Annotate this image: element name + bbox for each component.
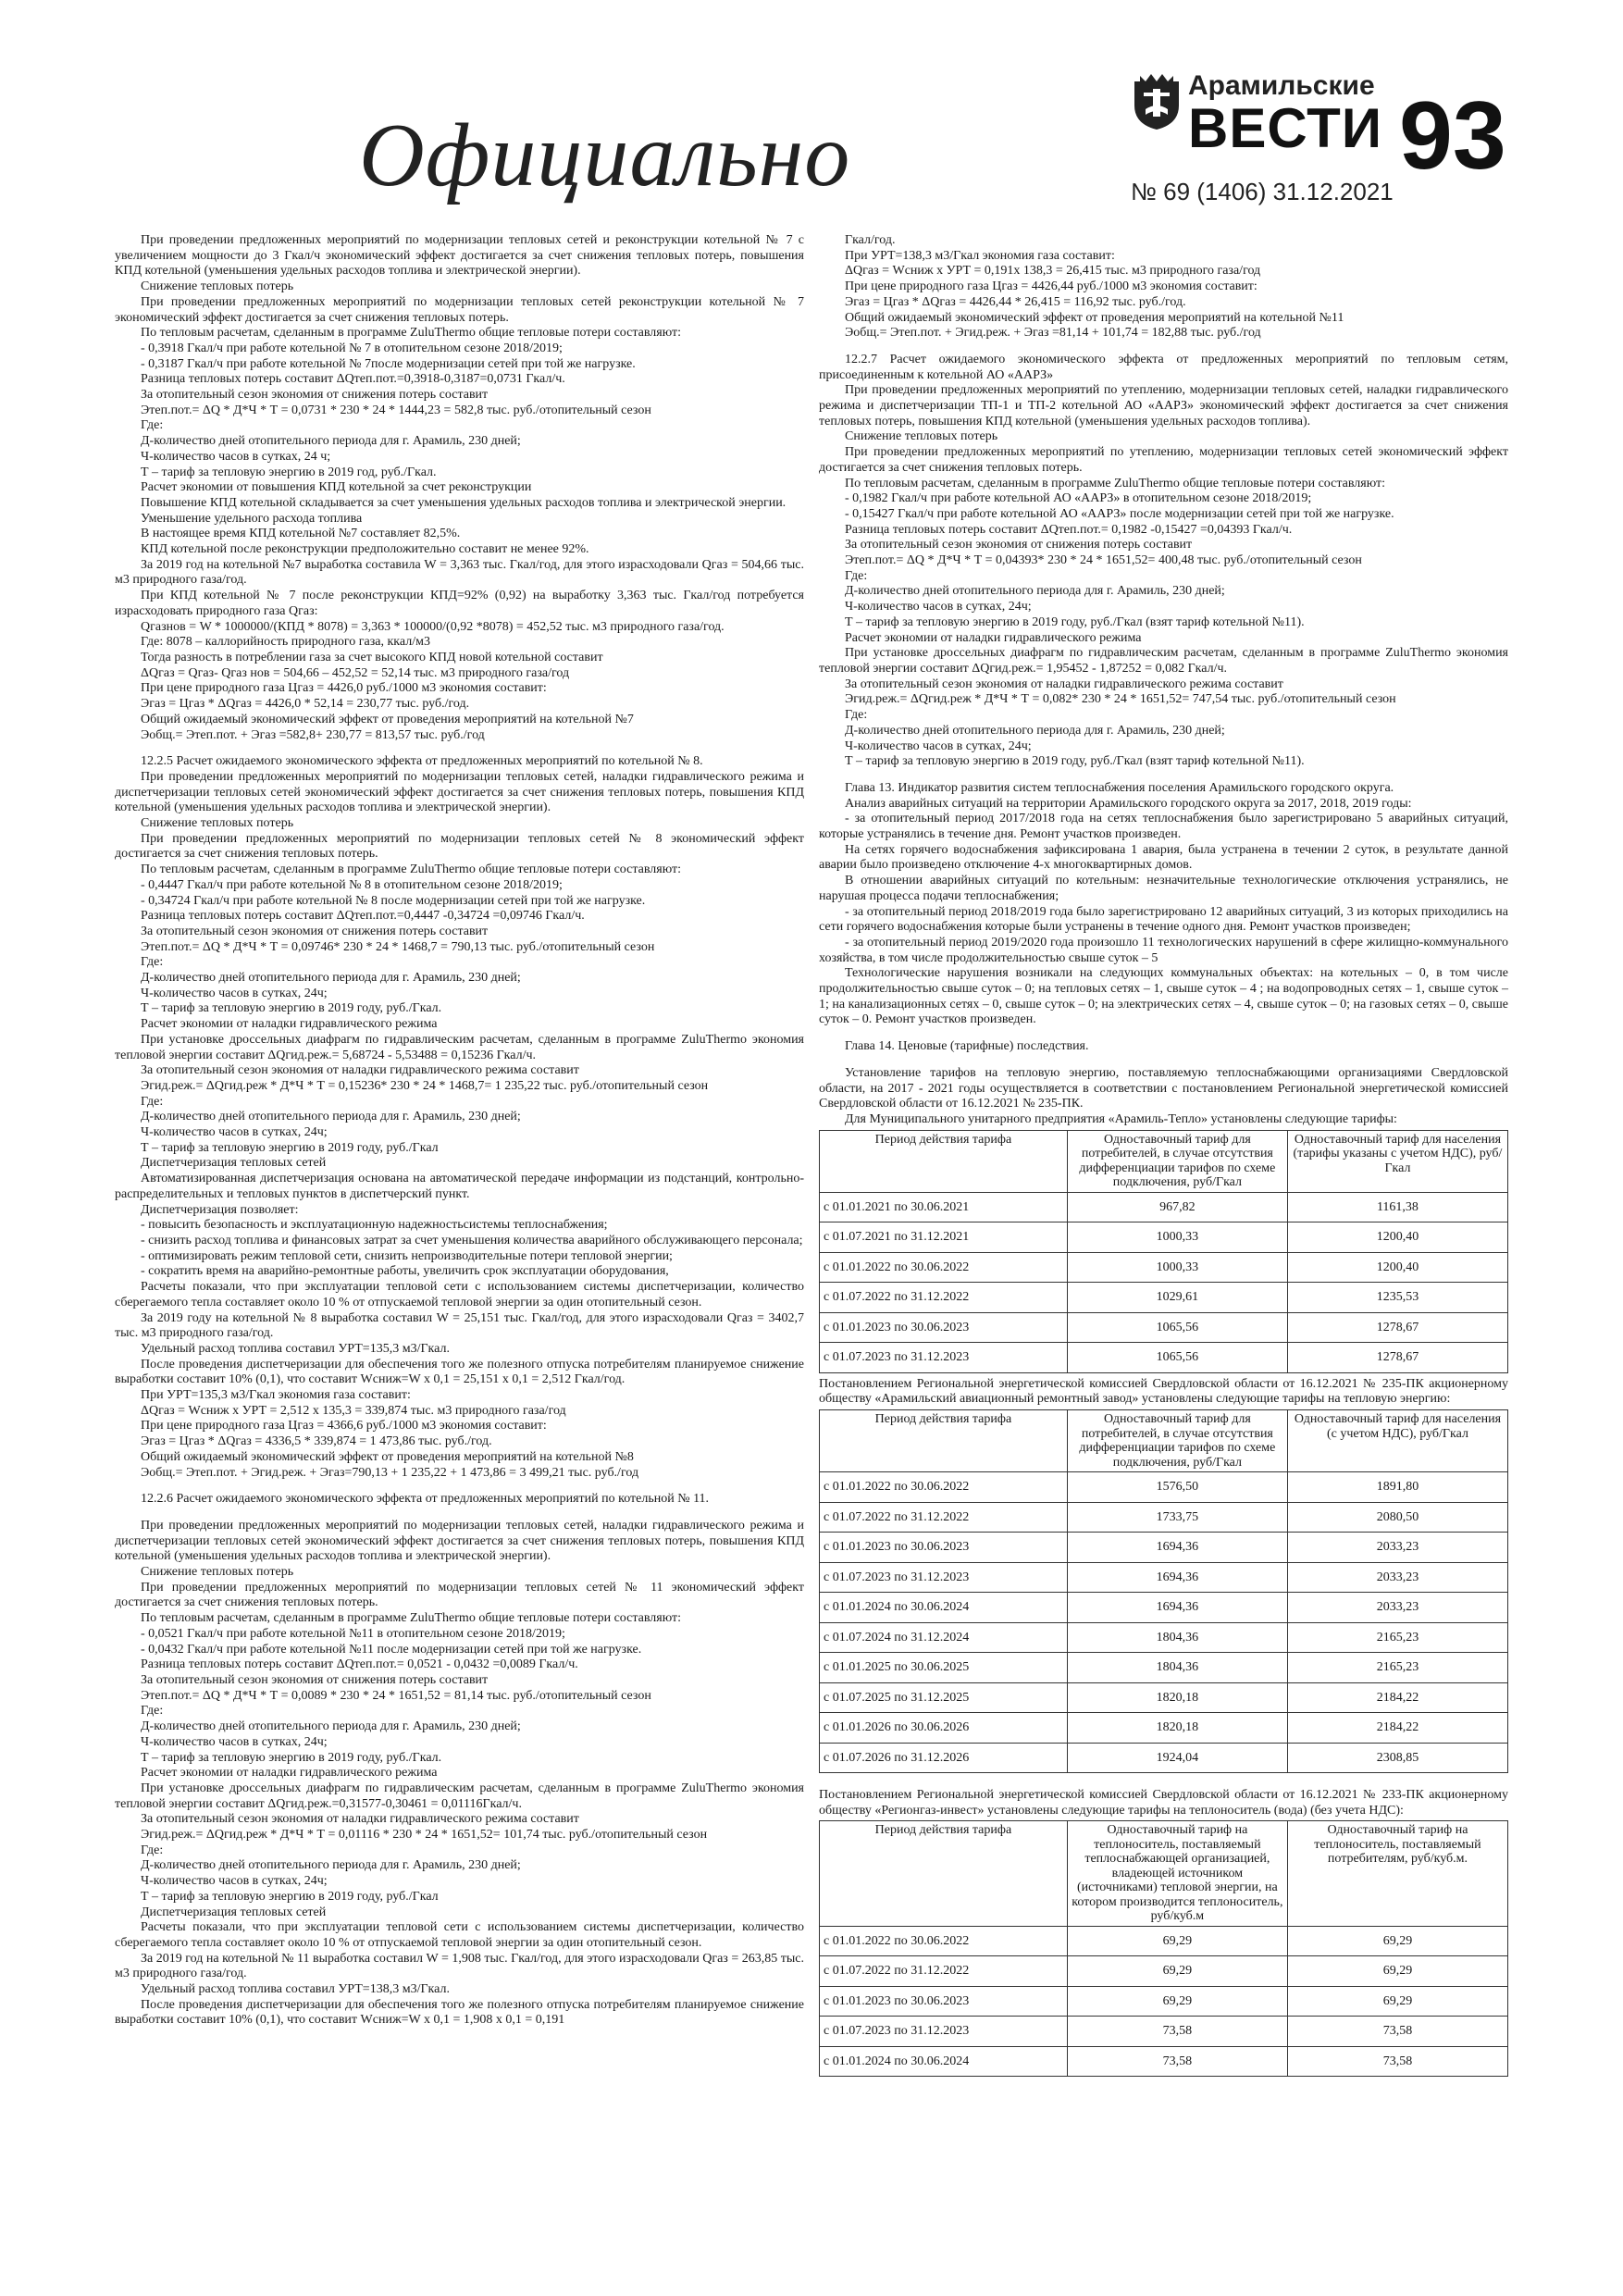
table-row: [820, 1283, 1508, 1313]
table-row: [820, 1713, 1508, 1744]
table-row: [820, 1926, 1508, 1956]
table-cell: с 01.01.2022 по 30.06.2022: [820, 1252, 1068, 1283]
table-cell: 2033,23: [1287, 1533, 1507, 1563]
column-header: Одноставочный тариф для потребителей, в случае отсутствия дифференциации тарифов по схеме подключения, руб/Гкал: [1067, 1410, 1287, 1472]
table-cell: 1161,38: [1287, 1192, 1507, 1222]
table-cell: с 01.07.2022 по 31.12.2022: [820, 1283, 1068, 1313]
paragraph: Д-количество дней отопительного периода для г. Арамиль, 230 дней;: [141, 1858, 521, 1873]
table-cell: с 01.07.2022 по 31.12.2022: [820, 1956, 1068, 1987]
table-cell: 2184,22: [1287, 1682, 1507, 1713]
section-title: Официально: [359, 105, 851, 205]
table-cell: 73,58: [1067, 2017, 1287, 2047]
table-row: [820, 1622, 1508, 1653]
paragraph: - за отопительный период 2018/2019 года было зарегистрировано 12 аварийных ситуаций, 3 из которых приходились на сети горячего водоснабжения которые были устранены в течение одного дня. Ремонт участков произведен;: [819, 904, 1508, 935]
table-row: [820, 1562, 1508, 1593]
table-row: [820, 2017, 1508, 2047]
paragraph: Снижение тепловых потерь: [845, 429, 998, 444]
paragraph: Общий ожидаемый экономический эффект от проведения мероприятий на котельной №11: [845, 310, 1344, 325]
table-cell: 2033,23: [1287, 1562, 1507, 1593]
paragraph: При проведении предложенных мероприятий по модернизации тепловых сетей реконструкции котельной № 7 экономический эффект достигается за счет снижения тепловых потерь.: [115, 294, 804, 325]
table-cell: с 01.01.2023 по 30.06.2023: [820, 1986, 1068, 2017]
right-column-text: [819, 233, 1508, 1128]
paragraph: Гкал/год.: [845, 233, 896, 247]
paragraph: При цене природного газа Цгаз = 4426,0 руб./1000 м3 экономия составит:: [141, 681, 547, 696]
table-cell: 1733,75: [1067, 1502, 1287, 1533]
paragraph: Технологические нарушения возникали на следующих коммунальных объектах: на котельных – 0, в том числе продолжительностью свыше суток – 0; на тепловых сетях – 1, свыше суток – 4 ; на водопроводных сетях – 1, свыше суток – 1; на канализационных сетях – 0, свыше суток – 0; на электрических сетях – 4, свыше суток – 0; на газовых сетях – 0, свыше суток – 0. Ремонт участков произведен.: [819, 966, 1508, 1027]
table-cell: с 01.07.2026 по 31.12.2026: [820, 1743, 1068, 1773]
table-cell: 1200,40: [1287, 1252, 1507, 1283]
spacer: [819, 770, 1508, 781]
paragraph: Где:: [141, 418, 164, 433]
paragraph: При цене природного газа Цгаз = 4426,44 руб./1000 м3 экономия составит:: [845, 279, 1258, 294]
paragraph: За отопительный сезон экономия от наладки гидравлического режима составит: [141, 1812, 579, 1827]
page-header: [0, 0, 1623, 222]
table-row: [820, 1653, 1508, 1683]
table-cell: 967,82: [1067, 1192, 1287, 1222]
table-cell: с 01.07.2023 по 31.12.2023: [820, 1562, 1068, 1593]
table-cell: 1891,80: [1287, 1472, 1507, 1503]
spacer: [819, 341, 1508, 353]
paragraph: Эгид.реж.= ΔQгид.реж * Д*Ч * Т = 0,082* 230 * 24 * 1651,52= 747,54 тыс. руб./отопительный сезон: [845, 692, 1396, 707]
table-cell: 73,58: [1287, 2017, 1507, 2047]
paragraph: Снижение тепловых потерь: [141, 1565, 294, 1580]
table-cell: с 01.07.2023 по 31.12.2023: [820, 2017, 1068, 2047]
table-cell: 69,29: [1287, 1926, 1507, 1956]
paragraph: Т – тариф за тепловую энергию в 2019 год, руб./Гкал.: [141, 465, 437, 479]
paragraph: За 2019 году на котельной № 8 выработка составил W = 25,151 тыс. Гкал/год, для этого израсходовали Qгаз = 3402,7 тыс. м3 природного газа/год.: [115, 1310, 804, 1341]
table-cell: с 01.01.2023 по 30.06.2023: [820, 1533, 1068, 1563]
paragraph: Тогда разность в потреблении газа за счет высокого КПД новой котельной составит: [141, 650, 603, 664]
paragraph: Эгаз = Цгаз * ΔQгаз = 4336,5 * 339,874 = 1 473,86 тыс. руб./год.: [141, 1434, 492, 1449]
paragraph: Где:: [845, 708, 868, 723]
table-cell: с 01.01.2022 по 30.06.2022: [820, 1926, 1068, 1956]
paragraph: Qгазнов = W * 1000000/(КПД * 8078) = 3,363 * 100000/(0,92 *8078) = 452,52 тыс. м3 природного газа/год.: [141, 619, 725, 634]
right-column: [819, 233, 1508, 2080]
spacer: [115, 1508, 804, 1519]
table-cell: с 01.01.2026 по 30.06.2026: [820, 1713, 1068, 1744]
paragraph: - повысить безопасность и эксплуатационную надежностьсистемы теплоснабжения;: [141, 1218, 608, 1233]
paragraph: За 2019 год на котельной №7 выработка составила W = 3,363 тыс. Гкал/год, для этого израсходовали Qгаз = 504,66 тыс. м3 природного газа/год.: [115, 557, 804, 588]
paragraph: Т – тариф за тепловую энергию в 2019 году, руб./Гкал: [141, 1889, 439, 1904]
paragraph: - 0,34724 Гкал/ч при работе котельной № 8 после модернизации сетей при той же нагрузке.: [141, 893, 646, 908]
paragraph: Ч-количество часов в сутках, 24ч;: [845, 738, 1032, 753]
table-cell: 69,29: [1287, 1986, 1507, 2017]
paragraph: - за отопительный период 2017/2018 года на сетях теплоснабжения было зарегистрировано 5 аварийных ситуаций, которые устранялись в течение дня. Ремонт участков произведен.: [819, 812, 1508, 842]
paragraph: ΔQгаз = Wсниж х УРТ = 0,191х 138,3 = 26,415 тыс. м3 природного газа/год: [845, 264, 1261, 279]
paragraph: Ч-количество часов в сутках, 24ч;: [141, 1874, 328, 1889]
paragraph: Т – тариф за тепловую энергию в 2019 году, руб./Гкал (взят тариф котельной №11).: [845, 754, 1305, 769]
table-cell: 69,29: [1287, 1956, 1507, 1987]
column-header: Одноставочный тариф для населения (тарифы указаны с учетом НДС), руб/Гкал: [1287, 1130, 1507, 1192]
paragraph: Анализ аварийных ситуаций на территории Арамильского городского округа за 2017, 2018, 2019 годы:: [845, 796, 1412, 811]
paragraph: Эобщ.= Этеп.пот. + Эгаз =582,8+ 230,77 = 813,57 тыс. руб./год: [141, 727, 485, 742]
spacer: [115, 743, 804, 754]
paragraph: - 0,3918 Гкал/ч при работе котельной № 7 в отопительном сезоне 2018/2019;: [141, 341, 563, 355]
paragraph: За отопительный сезон экономия от наладки гидравлического режима составит: [141, 1063, 579, 1078]
paragraph: Где:: [141, 1094, 164, 1109]
table-header-row: [820, 1410, 1508, 1472]
paragraph: Разница тепловых потерь составит ΔQтеп.пот.=0,4447 -0,34724 =0,09746 Гкал/ч.: [141, 909, 585, 924]
paragraph: Автоматизированная диспетчеризация основана на автоматической передаче информации из подстанций, контрольно-распределительных и тепловых пунктов в диспетчерский пункт.: [115, 1172, 804, 1201]
paragraph: На сетях горячего водоснабжения зафиксирована 1 авария, была устранена в течении 2 суток, в результате данной аварии было произведено отключение 4-х многоквартирных домов.: [819, 842, 1508, 873]
table-cell: 1029,61: [1067, 1283, 1287, 1313]
paragraph: По тепловым расчетам, сделанным в программе ZuluThermo общие тепловые потери составляют:: [845, 476, 1386, 490]
page-number: 93: [1399, 82, 1506, 190]
brand-main: ВЕСТИ: [1188, 97, 1382, 159]
table-cell: с 01.01.2025 по 30.06.2025: [820, 1653, 1068, 1683]
paragraph: Д-количество дней отопительного периода для г. Арамиль, 230 дней;: [845, 723, 1225, 738]
paragraph: - 0,4447 Гкал/ч при работе котельной № 8 в отопительном сезоне 2018/2019;: [141, 877, 563, 892]
table-header-row: [820, 1821, 1508, 1927]
paragraph: По тепловым расчетам, сделанным в программе ZuluThermo общие тепловые потери составляют:: [141, 1611, 682, 1626]
paragraph: Где:: [845, 568, 868, 583]
column-header: Одноставочный тариф на теплоноситель, поставляемый потребителям, руб/куб.м.: [1287, 1821, 1507, 1927]
table-cell: 1200,40: [1287, 1222, 1507, 1253]
paragraph: Удельный расход топлива составил УРТ=138,3 м3/Гкал.: [141, 1982, 450, 1997]
table-cell: 2165,23: [1287, 1653, 1507, 1683]
tariff-intro-regiongaz: Постановлением Региональной энергетической комиссией Свердловской области от 16.12.2021 № 233-ПК акционерному обществу «Регионгаз-инвест» установлены следующие тарифы на теплоноситель (вода) (без учета НДС):: [819, 1788, 1508, 1818]
table-cell: 2080,50: [1287, 1502, 1507, 1533]
table-cell: 1065,56: [1067, 1312, 1287, 1343]
tariff-table-aarz: [819, 1409, 1508, 1773]
paragraph: При проведении предложенных мероприятий по модернизации тепловых сетей, наладки гидравлического режима и диспетчеризации тепловых сетей экономический эффект достигается за счет снижения тепловых потерь, повышения КПД котельной (уменьшения удельных расходов топлива и электрической энергии).: [115, 1518, 804, 1564]
table-row: [820, 1743, 1508, 1773]
table-cell: 1065,56: [1067, 1343, 1287, 1373]
paragraph: При проведении предложенных мероприятий по утеплению, модернизации тепловых сетей экономический эффект достигается за счет снижения тепловых потерь.: [819, 445, 1508, 475]
paragraph: Эгаз = Цгаз * ΔQгаз = 4426,44 * 26,415 = 116,92 тыс. руб./год.: [845, 294, 1186, 309]
table-cell: 1694,36: [1067, 1533, 1287, 1563]
paragraph: При УРТ=135,3 м3/Гкал экономия газа составит:: [141, 1388, 411, 1403]
table-row: [820, 1956, 1508, 1987]
paragraph: Этеп.пот.= ΔQ * Д*Ч * Т = 0,09746* 230 * 24 * 1468,7 = 790,13 тыс. руб./отопительный сезон: [141, 939, 655, 954]
paragraph: При КПД котельной № 7 после реконструкции КПД=92% (0,92) на выработку 3,363 тыс. Гкал/год потребуется израсходовать природного газа Qгаз:: [115, 589, 804, 618]
paragraph: За отопительный сезон экономия от снижения потерь составит: [141, 388, 489, 403]
paragraph: Эгид.реж.= ΔQгид.реж * Д*Ч * Т = 0,01116 * 230 * 24 * 1651,52= 101,74 тыс. руб./отопительный сезон: [141, 1828, 708, 1843]
paragraph: При проведении предложенных мероприятий по утеплению, модернизации тепловых сетей, наладки гидравлического режима и диспетчеризации ТП-1 и ТП-2 котельной АО «ААРЗ» экономический эффект достигается за счет снижения тепловых потерь, повышения КПД котельной (уменьшения удельных расходов топлива).: [819, 383, 1508, 428]
issue-number: № 69 (1406) 31.12.2021: [1131, 178, 1394, 205]
paragraph: 12.2.6 Расчет ожидаемого экономического эффекта от предложенных мероприятий по котельной № 11.: [141, 1492, 710, 1507]
paragraph: Разница тепловых потерь составит ΔQтеп.пот.= 0,1982 -0,15427 =0,04393 Гкал/ч.: [845, 522, 1293, 537]
table-row: [820, 1222, 1508, 1253]
paragraph: - снизить расход топлива и финансовых затрат за счет уменьшения количества аварийного обслуживающего персонала;: [141, 1234, 803, 1247]
paragraph: - 0,1982 Гкал/ч при работе котельной АО «ААРЗ» в отопительном сезоне 2018/2019;: [845, 491, 1312, 506]
table-cell: 69,29: [1067, 1986, 1287, 2017]
paragraph: При проведении предложенных мероприятий по модернизации тепловых сетей № 8 экономический эффект достигается за счет снижения тепловых потерь.: [115, 831, 804, 862]
paragraph: 12.2.5 Расчет ожидаемого экономического эффекта от предложенных мероприятий по котельной № 8.: [141, 754, 703, 769]
table-cell: 73,58: [1287, 2046, 1507, 2077]
paragraph: Этеп.пот.= ΔQ * Д*Ч * Т = 0,0089 * 230 * 24 * 1651,52 = 81,14 тыс. руб./отопительный сезон: [141, 1688, 651, 1703]
spacer: [115, 1481, 804, 1492]
table-row: [820, 1502, 1508, 1533]
brand-top: Арамильские: [1188, 70, 1375, 101]
table-cell: 1235,53: [1287, 1283, 1507, 1313]
table-row: [820, 1192, 1508, 1222]
table-cell: 2165,23: [1287, 1622, 1507, 1653]
paragraph: - за отопительный период 2019/2020 года произошло 11 технологических нарушений в сфере жилищно-коммунального хозяйства, в том числе продолжительностью свыше суток – 5: [819, 935, 1508, 965]
paragraph: Повышение КПД котельной складывается за счет уменьшения удельных расходов топлива и электрической энергии.: [141, 495, 787, 510]
tariff-table-regiongaz: [819, 1820, 1508, 2077]
paragraph: После проведения диспетчеризации для обеспечения того же полезного отпуска потребителям планируемое снижение выработки составит 10% (0,1), что составит Wсниж=W х 0,1 = 25,151 х 0,1 = 2,512 Гкал/год.: [115, 1357, 804, 1387]
table-row: [820, 1312, 1508, 1343]
table-cell: 69,29: [1067, 1926, 1287, 1956]
paragraph: При проведении предложенных мероприятий по модернизации тепловых сетей, наладки гидравлического режима и диспетчеризации тепловых сетей экономический эффект достигается за счет снижения тепловых потерь, повышения КПД котельной (уменьшения удельных расходов топлива и электрической энергии).: [115, 769, 804, 815]
paragraph: Д-количество дней отопительного периода для г. Арамиль, 230 дней;: [141, 434, 521, 449]
paragraph: - сократить время на аварийно-ремонтные работы, увеличить срок эксплуатации оборудования,: [141, 1264, 669, 1279]
paragraph: При проведении предложенных мероприятий по модернизации тепловых сетей № 11 экономический эффект достигается за счет снижения тепловых потерь.: [115, 1580, 804, 1610]
table-row: [820, 1343, 1508, 1373]
paragraph: Расчет экономии от повышения КПД котельной за счет реконструкции: [141, 480, 532, 495]
paragraph: При цене природного газа Цгаз = 4366,6 руб./1000 м3 экономия составит:: [141, 1419, 547, 1433]
table-cell: 1278,67: [1287, 1312, 1507, 1343]
table-cell: 1804,36: [1067, 1622, 1287, 1653]
paragraph: Диспетчеризация позволяет:: [141, 1202, 299, 1217]
left-column: [115, 233, 804, 2029]
paragraph: За отопительный сезон экономия от снижения потерь составит: [845, 538, 1193, 552]
table-cell: 2033,23: [1287, 1593, 1507, 1623]
paragraph: Снижение тепловых потерь: [141, 816, 294, 831]
table-row: [820, 1593, 1508, 1623]
table-cell: 1804,36: [1067, 1653, 1287, 1683]
paragraph: Общий ожидаемый экономический эффект от проведения мероприятий на котельной №7: [141, 712, 634, 726]
paragraph: Д-количество дней отопительного периода для г. Арамиль, 230 дней;: [141, 1719, 521, 1734]
paragraph: Этеп.пот.= ΔQ * Д*Ч * Т = 0,0731 * 230 * 24 * 1444,23 = 582,8 тыс. руб./отопительный сезон: [141, 403, 651, 417]
table-cell: 2308,85: [1287, 1743, 1507, 1773]
spacer: [819, 1055, 1508, 1066]
table-cell: с 01.01.2024 по 30.06.2024: [820, 1593, 1068, 1623]
paragraph: Расчеты показали, что при эксплуатации тепловой сети с использованием системы диспетчеризации, количество сберегаемого тепла составляет около 10 % от отпускаемой тепловой энергии за один отопительный сезон.: [115, 1280, 804, 1309]
table-cell: с 01.01.2023 по 30.06.2023: [820, 1312, 1068, 1343]
paragraph: За 2019 год на котельной № 11 выработка составил W = 1,908 тыс. Гкал/год, для этого израсходовали Qгаз = 263,85 тыс. м3 природного газа/год.: [115, 1951, 804, 1981]
paragraph: Где: 8078 – каллорийность природного газа, ккал/м3: [141, 635, 430, 650]
paragraph: Эобщ.= Этеп.пот. + Эгид.реж. + Эгаз=790,13 + 1 235,22 + 1 473,86 = 3 499,21 тыс. руб./год: [141, 1465, 639, 1480]
table-row: [820, 1986, 1508, 2017]
table-cell: с 01.07.2021 по 31.12.2021: [820, 1222, 1068, 1253]
column-header: Период действия тарифа: [820, 1410, 1068, 1472]
paragraph: При проведении предложенных мероприятий по модернизации тепловых сетей и реконструкции котельной № 7 с увеличением мощности до 3 Гкал/ч экономический эффект достигается за счет снижения тепловых потерь, повышения КПД котельной (уменьшения удельных расходов топлива и электрической энергии).: [115, 233, 804, 279]
paragraph: - оптимизировать режим тепловой сети, снизить непроизводительные потери тепловой энергии;: [141, 1248, 673, 1263]
paragraph: Где:: [141, 1843, 164, 1857]
paragraph: Где:: [141, 955, 164, 970]
paragraph: При установке дроссельных диафрагм по гидравлическим расчетам, сделанным в программе ZuluThermo экономия тепловой энергии составит ΔQгид.реж.=0,31577-0,30461 = 0,01116Гкал/ч.: [115, 1781, 804, 1811]
paragraph: Д-количество дней отопительного периода для г. Арамиль, 230 дней;: [141, 1110, 521, 1124]
paragraph: Т – тариф за тепловую энергию в 2019 году, руб./Гкал.: [141, 1001, 442, 1016]
table-row: [820, 1682, 1508, 1713]
table-row: [820, 1252, 1508, 1283]
paragraph: По тепловым расчетам, сделанным в программе ZuluThermo общие тепловые потери составляют:: [141, 863, 682, 877]
paragraph: Ч-количество часов в сутках, 24ч;: [845, 600, 1032, 614]
table-cell: 1278,67: [1287, 1343, 1507, 1373]
paragraph: Д-количество дней отопительного периода для г. Арамиль, 230 дней;: [141, 971, 521, 986]
paragraph: Глава 14. Ценовые (тарифные) последствия.: [845, 1039, 1089, 1054]
paragraph: - 0,15427 Гкал/ч при работе котельной АО «ААРЗ» после модернизации сетей при той же нагрузке.: [845, 506, 1394, 521]
paragraph: Ч-количество часов в сутках, 24ч;: [141, 986, 328, 1000]
paragraph: В настоящее время КПД котельной №7 составляет 82,5%.: [141, 527, 461, 541]
table-cell: с 01.07.2024 по 31.12.2024: [820, 1622, 1068, 1653]
spacer: [819, 1777, 1508, 1788]
paragraph: ΔQгаз = Wсниж х УРТ = 2,512 х 135,3 = 339,874 тыс. м3 природного газа/год: [141, 1403, 566, 1418]
paragraph: - 0,0432 Гкал/ч при работе котельной №11 после модернизации сетей при той же нагрузке.: [141, 1642, 642, 1657]
column-header: Одноставочный тариф для населения (с учетом НДС), руб/Гкал: [1287, 1410, 1507, 1472]
column-header: Период действия тарифа: [820, 1130, 1068, 1192]
tariff-table-aramil-teplo: [819, 1130, 1508, 1373]
paragraph: Разница тепловых потерь составит ΔQтеп.пот.= 0,0521 - 0,0432 =0,0089 Гкал/ч.: [141, 1657, 578, 1672]
table-cell: 73,58: [1067, 2046, 1287, 2077]
paragraph: Эгид.реж.= ΔQгид.реж * Д*Ч * Т = 0,15236* 230 * 24 * 1468,7= 1 235,22 тыс. руб./отопительный сезон: [141, 1078, 709, 1093]
spacer: [819, 1028, 1508, 1039]
paragraph: Разница тепловых потерь составит ΔQтеп.пот.=0,3918-0,3187=0,0731 Гкал/ч.: [141, 372, 565, 387]
column-header: Одноставочный тариф на теплоноситель, поставляемый теплоснабжающей организацией, владеющей источником (источниками) тепловой энергии, на котором производится теплоноситель, руб/куб.м: [1067, 1821, 1287, 1927]
paragraph: При УРТ=138,3 м3/Гкал экономия газа составит:: [845, 248, 1115, 263]
table-cell: с 01.01.2021 по 30.06.2021: [820, 1192, 1068, 1222]
tariff-intro-aarz: Постановлением Региональной энергетической комиссией Свердловской области от 16.12.2021 № 235-ПК акционерному обществу «Арамильский авиационный ремонтный завод» установлены следующие тарифы на тепловую энергию:: [819, 1376, 1508, 1407]
table-row: [820, 1533, 1508, 1563]
paragraph: Расчеты показали, что при эксплуатации тепловой сети с использованием системы диспетчеризации, количество сберегаемого тепла составляет около 10 % от отпускаемой тепловой энергии за один отопительный сезон.: [115, 1920, 804, 1950]
paragraph: За отопительный сезон экономия от снижения потерь составит: [141, 1672, 489, 1687]
paragraph: ΔQгаз = Qгаз- Qгаз нов = 504,66 – 452,52 = 52,14 тыс. м3 природного газа/год: [141, 665, 570, 680]
table-cell: 1924,04: [1067, 1743, 1287, 1773]
paragraph: Ч-количество часов в сутках, 24 ч;: [141, 449, 331, 464]
paragraph: За отопительный сезон экономия от наладки гидравлического режима составит: [845, 676, 1283, 691]
paragraph: Общий ожидаемый экономический эффект от проведения мероприятий на котельной №8: [141, 1449, 634, 1464]
paragraph: Эобщ.= Этеп.пот. + Эгид.реж. + Эгаз =81,14 + 101,74 = 182,88 тыс. руб./год: [845, 326, 1261, 341]
table-cell: 1694,36: [1067, 1593, 1287, 1623]
paragraph: 12.2.7 Расчет ожидаемого экономического эффекта от предложенных мероприятий по тепловым сетям, присоединенным к котельной АО «ААРЗ»: [819, 352, 1508, 382]
paragraph: Этеп.пот.= ΔQ * Д*Ч * Т = 0,04393* 230 * 24 * 1651,52= 400,48 тыс. руб./отопительный сезон: [845, 553, 1362, 568]
table-cell: с 01.01.2024 по 30.06.2024: [820, 2046, 1068, 2077]
table-cell: 1694,36: [1067, 1562, 1287, 1593]
table-row: [820, 2046, 1508, 2077]
paragraph: При установке дроссельных диафрагм по гидравлическим расчетам, сделанным в программе ZuluThermo экономия тепловой энергии составит ΔQгид.реж.= 5,68724 - 5,53488 = 0,15236 Гкал/ч.: [115, 1032, 804, 1062]
paragraph: Расчет экономии от наладки гидравлического режима: [845, 630, 1142, 645]
paragraph: Установление тарифов на тепловую энергию, поставляемую теплоснабжающими организациями Свердловской области, на 2017 - 2021 годы осуществляется в соответствии с постановлением Региональной энергетической комиссией Свердловской области от 16.12.2021 № 235-ПК.: [819, 1065, 1508, 1111]
paragraph: Диспетчеризация тепловых сетей: [141, 1905, 327, 1919]
paragraph: Уменьшение удельного расхода топлива: [141, 511, 363, 526]
paragraph: Т – тариф за тепловую энергию в 2019 году, руб./Гкал (взят тариф котельной №11).: [845, 614, 1305, 629]
table-cell: 1576,50: [1067, 1472, 1287, 1503]
paragraph: Эгаз = Цгаз * ΔQгаз = 4426,0 * 52,14 = 230,77 тыс. руб./год.: [141, 697, 470, 712]
column-header: Одноставочный тариф для потребителей, в случае отсутствия дифференциации тарифов по схеме подключения, руб/Гкал: [1067, 1130, 1287, 1192]
paragraph: После проведения диспетчеризации для обеспечения того же полезного отпуска потребителям планируемое снижение выработки составит 10% (0,1), что составит Wсниж=W х 0,1 = 1,908 х 0,1 = 0,191: [115, 1997, 804, 2028]
table-header-row: [820, 1130, 1508, 1192]
paragraph: Т – тариф за тепловую энергию в 2019 году, руб./Гкал: [141, 1140, 439, 1155]
paragraph: Для Муниципального унитарного предприятия «Арамиль-Тепло» установлены следующие тарифы:: [845, 1111, 1397, 1126]
paragraph: Расчет экономии от наладки гидравлического режима: [141, 1017, 438, 1032]
paragraph: Диспетчеризация тепловых сетей: [141, 1156, 327, 1171]
table-cell: 1000,33: [1067, 1252, 1287, 1283]
table-cell: 1820,18: [1067, 1713, 1287, 1744]
table-cell: 1000,33: [1067, 1222, 1287, 1253]
table-cell: 2184,22: [1287, 1713, 1507, 1744]
table-cell: с 01.07.2022 по 31.12.2022: [820, 1502, 1068, 1533]
coat-of-arms-icon: [1131, 72, 1183, 131]
paragraph: Т – тариф за тепловую энергию в 2019 году, руб./Гкал.: [141, 1750, 442, 1765]
paragraph: За отопительный сезон экономия от снижения потерь составит: [141, 924, 489, 938]
column-header: Период действия тарифа: [820, 1821, 1068, 1927]
paragraph: КПД котельной после реконструкции предположительно составит не менее 92%.: [141, 542, 589, 557]
table-cell: 1820,18: [1067, 1682, 1287, 1713]
table-cell: с 01.01.2022 по 30.06.2022: [820, 1472, 1068, 1503]
paragraph: Где:: [141, 1704, 164, 1719]
paragraph: Снижение тепловых потерь: [141, 279, 294, 294]
paragraph: Глава 13. Индикатор развития систем теплоснабжения поселения Арамильского городского округа.: [845, 780, 1394, 795]
paragraph: Ч-количество часов в сутках, 24ч;: [141, 1734, 328, 1749]
paragraph: По тепловым расчетам, сделанным в программе ZuluThermo общие тепловые потери составляют:: [141, 326, 682, 341]
table-cell: с 01.07.2025 по 31.12.2025: [820, 1682, 1068, 1713]
paragraph: - 0,3187 Гкал/ч при работе котельной № 7после модернизации сетей при той же нагрузке.: [141, 356, 636, 371]
paragraph: Ч-количество часов в сутках, 24ч;: [141, 1125, 328, 1140]
table-row: [820, 1472, 1508, 1503]
table-cell: с 01.07.2023 по 31.12.2023: [820, 1343, 1068, 1373]
paragraph: Д-количество дней отопительного периода для г. Арамиль, 230 дней;: [845, 584, 1225, 599]
paragraph: Удельный расход топлива составил УРТ=135,3 м3/Гкал.: [141, 1341, 450, 1356]
table-cell: 69,29: [1067, 1956, 1287, 1987]
paragraph: Расчет экономии от наладки гидравлического режима: [141, 1766, 438, 1781]
paragraph: В отношении аварийных ситуаций по котельным: незначительные технологические отключения устранялись, не нарушая процесса подачи теплоснабжения;: [819, 874, 1508, 903]
paragraph: При установке дроссельных диафрагм по гидравлическим расчетам, сделанным в программе ZuluThermo экономия тепловой энергии составит ΔQгид.реж.= 1,95452 - 1,87252 = 0,082 Гкал/ч.: [819, 646, 1508, 676]
paragraph: - 0,0521 Гкал/ч при работе котельной №11 в отопительном сезоне 2018/2019;: [141, 1626, 565, 1641]
